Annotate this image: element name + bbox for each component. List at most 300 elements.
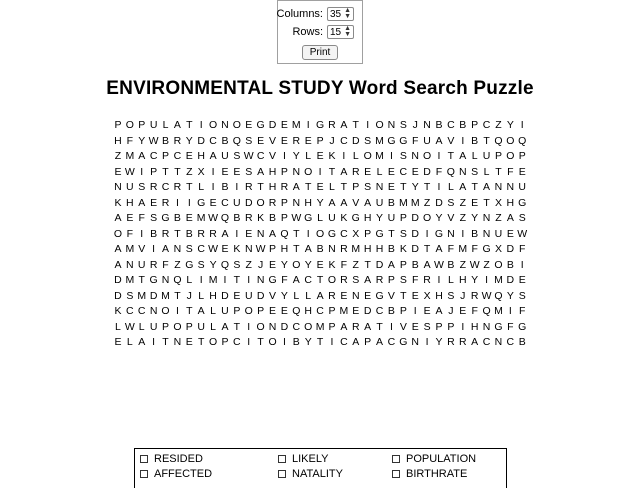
grid-letter: C <box>197 243 205 255</box>
grid-letter: E <box>185 212 193 224</box>
grid-letter: C <box>209 134 217 147</box>
stepper-arrows-icon[interactable]: ▲ ▼ <box>344 7 351 20</box>
grid-letter: E <box>411 289 419 302</box>
grid-letter: G <box>327 227 337 240</box>
grid-letter: C <box>173 150 182 162</box>
grid-letter: O <box>304 320 313 333</box>
checkbox-icon[interactable] <box>140 455 148 463</box>
grid-letter: I <box>437 274 441 286</box>
grid-letter: E <box>411 320 419 333</box>
grid-letter: O <box>125 119 134 131</box>
grid-letter: Y <box>411 181 419 193</box>
grid-letter: N <box>482 227 491 240</box>
grid-letter: T <box>316 336 324 348</box>
grid-letter: I <box>342 150 346 162</box>
grid-letter: S <box>399 119 407 131</box>
grid-letter: Z <box>459 196 466 209</box>
word-label: RESIDED <box>154 453 203 465</box>
grid-letter: L <box>447 181 454 193</box>
grid-letter: K <box>399 243 407 255</box>
grid-letter: R <box>280 181 289 193</box>
grid-letter: Y <box>376 212 384 224</box>
grid-letter: M <box>398 196 408 209</box>
grid-letter: D <box>435 196 443 209</box>
word-label: LIKELY <box>292 453 329 465</box>
print-button[interactable]: Print <box>302 45 338 60</box>
grid-letter: R <box>161 196 170 209</box>
grid-letter: G <box>256 119 265 131</box>
grid-letter: M <box>125 150 135 162</box>
rows-stepper[interactable] <box>327 25 354 39</box>
grid-letter: Q <box>482 305 491 317</box>
grid-letter: C <box>256 150 265 162</box>
grid-letter: N <box>256 227 265 240</box>
grid-letter: E <box>280 119 288 131</box>
grid-letter: I <box>318 165 322 178</box>
grid-letter: P <box>162 150 170 162</box>
grid-letter: O <box>494 258 503 271</box>
grid-letter: T <box>376 320 383 333</box>
grid-letter: O <box>304 165 313 178</box>
grid-letter: Z <box>352 258 359 271</box>
grid-letter: S <box>447 196 455 209</box>
grid-letter: A <box>292 274 300 286</box>
grid-row <box>112 180 528 196</box>
grid-letter: M <box>196 212 206 224</box>
grid-letter: P <box>221 336 229 348</box>
word-label: NATALITY <box>292 468 343 480</box>
grid-letter: I <box>152 243 156 255</box>
word-label: BIRTHRATE <box>406 468 468 480</box>
grid-letter: Y <box>209 258 217 271</box>
grid-letter: G <box>434 227 444 240</box>
grid-letter: L <box>471 150 478 162</box>
grid-letter: Z <box>186 165 193 178</box>
grid-letter: M <box>494 305 503 317</box>
grid-letter: N <box>256 274 265 286</box>
grid-letter: O <box>327 274 337 286</box>
grid-letter: P <box>518 150 526 162</box>
word-list-item[interactable] <box>140 468 212 480</box>
grid-letter: Y <box>506 119 514 131</box>
grid-letter: Q <box>292 305 301 317</box>
grid-letter: R <box>447 336 455 348</box>
grid-letter: I <box>461 134 465 147</box>
grid-letter: B <box>221 181 229 193</box>
grid-row <box>112 118 528 134</box>
grid-letter: C <box>126 305 134 317</box>
grid-letter: Y <box>185 134 193 147</box>
grid-letter: D <box>506 274 515 286</box>
grid-letter: B <box>316 243 324 255</box>
grid-letter: L <box>210 320 216 333</box>
grid-letter: D <box>114 289 122 302</box>
grid-letter: N <box>173 336 182 348</box>
grid-letter: I <box>211 181 215 193</box>
grid-letter: C <box>340 227 348 240</box>
grid-letter: I <box>389 320 393 333</box>
grid-letter: T <box>400 181 407 193</box>
columns-label: Columns: <box>276 8 323 20</box>
grid-letter: Q <box>518 134 527 147</box>
grid-letter: P <box>447 320 455 333</box>
grid-letter: G <box>518 320 527 333</box>
grid-letter: R <box>149 181 158 193</box>
grid-letter: A <box>257 165 265 178</box>
grid-letter: H <box>209 289 217 302</box>
grid-letter: A <box>221 227 229 240</box>
rows-label: Rows: <box>292 26 323 38</box>
grid-letter: S <box>364 181 372 193</box>
grid-letter: C <box>233 336 241 348</box>
grid-letter: E <box>316 150 324 162</box>
grid-letter: X <box>494 243 502 255</box>
grid-row <box>112 211 528 227</box>
grid-letter: B <box>162 134 170 147</box>
grid-letter: L <box>126 336 133 348</box>
grid-letter: L <box>352 150 359 162</box>
grid-letter: I <box>437 150 441 162</box>
grid-letter: S <box>138 181 146 193</box>
word-list-item[interactable] <box>278 468 343 480</box>
grid-letter: D <box>256 289 265 302</box>
columns-stepper[interactable] <box>327 7 354 21</box>
grid-letter: P <box>435 320 443 333</box>
grid-letter: T <box>138 274 145 286</box>
grid-letter: I <box>437 181 441 193</box>
grid-letter: U <box>387 212 396 224</box>
grid-letter: W <box>243 150 254 162</box>
grid-letter: A <box>292 181 300 193</box>
grid-letter: H <box>268 181 277 193</box>
grid-letter: T <box>352 119 359 131</box>
grid-letter: E <box>364 289 372 302</box>
grid-letter: C <box>506 336 515 348</box>
grid-letter: T <box>174 165 181 178</box>
grid-letter: D <box>221 289 229 302</box>
grid-letter: D <box>423 165 431 178</box>
grid-letter: M <box>125 274 135 286</box>
page-title: ENVIRONMENTAL STUDY Word Search Puzzle <box>106 78 534 99</box>
checkbox-icon[interactable] <box>140 470 148 478</box>
grid-letter: O <box>232 119 241 131</box>
grid-letter: H <box>304 305 312 317</box>
grid-letter: B <box>518 336 526 348</box>
grid-letter: G <box>161 212 170 224</box>
grid-letter: I <box>306 119 310 131</box>
grid-letter: Z <box>483 258 490 271</box>
grid-letter: N <box>292 165 301 178</box>
grid-letter: N <box>506 181 515 193</box>
grid-letter: N <box>387 119 396 131</box>
grid-letter: Q <box>220 212 230 224</box>
grid-letter: I <box>247 320 251 333</box>
grid-letter: T <box>174 227 181 240</box>
grid-letter: L <box>210 305 216 317</box>
grid-letter: P <box>352 181 360 193</box>
grid-letter: M <box>137 289 147 302</box>
grid-letter: A <box>340 196 348 209</box>
grid-letter: T <box>447 150 455 162</box>
grid-letter: T <box>423 243 431 255</box>
grid-letter: P <box>162 320 170 333</box>
grid-letter: N <box>494 336 503 348</box>
letter-grid <box>112 118 528 350</box>
grid-letter: T <box>162 165 169 178</box>
grid-letter: A <box>209 150 217 162</box>
grid-letter: T <box>293 227 300 240</box>
checkbox-icon[interactable] <box>392 470 400 478</box>
grid-letter: Y <box>280 258 288 271</box>
grid-row <box>112 149 528 165</box>
grid-letter: L <box>317 212 323 224</box>
grid-letter: E <box>518 274 526 286</box>
grid-letter: G <box>387 134 396 147</box>
grid-letter: L <box>376 165 383 178</box>
grid-letter: U <box>137 258 146 271</box>
grid-letter: S <box>185 243 193 255</box>
grid-letter: A <box>138 150 146 162</box>
grid-letter: Z <box>114 150 122 162</box>
grid-letter: S <box>364 134 372 147</box>
grid-letter: R <box>470 289 479 302</box>
grid-letter: G <box>399 336 408 348</box>
checkbox-icon[interactable] <box>278 455 286 463</box>
grid-letter: I <box>425 227 429 240</box>
grid-letter: N <box>161 274 170 286</box>
grid-letter: A <box>352 336 360 348</box>
grid-letter: G <box>351 212 360 224</box>
grid-letter: C <box>137 305 146 317</box>
grid-letter: Y <box>316 196 324 209</box>
grid-letter: B <box>447 258 455 271</box>
grid-letter: R <box>149 258 158 271</box>
grid-letter: C <box>399 165 408 178</box>
word-list-item[interactable] <box>392 453 476 465</box>
grid-letter: C <box>161 181 170 193</box>
grid-letter: B <box>506 258 514 271</box>
grid-letter: D <box>114 274 122 286</box>
grid-letter: J <box>329 134 335 147</box>
grid-letter: C <box>482 119 491 131</box>
grid-letter: N <box>292 196 301 209</box>
grid-letter: S <box>150 212 158 224</box>
word-list-item[interactable] <box>278 453 329 465</box>
grid-letter: L <box>329 181 335 193</box>
grid-letter: W <box>124 320 135 333</box>
grid-letter: N <box>411 150 419 162</box>
grid-letter: I <box>247 336 251 348</box>
grid-letter: F <box>412 134 419 147</box>
grid-letter: Q <box>232 134 241 147</box>
grid-letter: N <box>126 258 134 271</box>
grid-letter: V <box>138 243 146 255</box>
checkbox-icon[interactable] <box>278 470 286 478</box>
grid-letter: S <box>423 320 431 333</box>
grid-letter: Z <box>495 119 502 131</box>
grid-letter: E <box>304 134 312 147</box>
grid-letter: B <box>173 212 181 224</box>
grid-letter: C <box>316 305 324 317</box>
grid-letter: J <box>460 289 466 302</box>
grid-letter: Y <box>304 258 312 271</box>
grid-letter: H <box>197 150 205 162</box>
grid-letter: Y <box>280 289 288 302</box>
grid-letter: D <box>411 212 419 224</box>
grid-letter: W <box>148 134 159 147</box>
grid-letter: E <box>423 305 431 317</box>
grid-letter: H <box>363 212 372 224</box>
rows-setting <box>292 25 354 39</box>
grid-letter: O <box>292 258 301 271</box>
grid-letter: P <box>494 150 502 162</box>
grid-letter: W <box>469 258 480 271</box>
grid-letter: E <box>352 305 360 317</box>
grid-letter: I <box>413 305 417 317</box>
grid-letter: H <box>470 320 479 333</box>
grid-letter: F <box>471 305 478 317</box>
stepper-arrows-icon[interactable]: ▲ ▼ <box>344 25 351 38</box>
grid-letter: M <box>410 196 420 209</box>
grid-letter: B <box>150 227 158 240</box>
grid-letter: M <box>161 289 170 302</box>
grid-letter: C <box>340 336 348 348</box>
checkbox-icon[interactable] <box>392 455 400 463</box>
grid-letter: I <box>187 196 191 209</box>
grid-letter: Q <box>220 258 230 271</box>
grid-letter: E <box>316 181 324 193</box>
grid-letter: I <box>425 336 429 348</box>
grid-letter: N <box>494 181 503 193</box>
grid-letter: B <box>411 258 419 271</box>
grid-letter: S <box>245 134 253 147</box>
grid-letter: B <box>471 134 479 147</box>
grid-letter: B <box>269 212 277 224</box>
grid-row <box>112 320 528 336</box>
grid-letter: H <box>126 196 134 209</box>
grid-letter: D <box>375 258 384 271</box>
grid-row <box>112 289 528 305</box>
grid-letter: U <box>482 150 491 162</box>
grid-letter: I <box>152 336 156 348</box>
grid-letter: A <box>316 289 324 302</box>
word-label: POPULATION <box>406 453 477 465</box>
grid-letter: A <box>376 336 384 348</box>
grid-letter: R <box>244 181 253 193</box>
grid-letter: T <box>304 181 312 193</box>
word-list-box <box>134 448 507 488</box>
grid-letter: D <box>506 243 515 255</box>
grid-letter: B <box>221 134 229 147</box>
grid-letter: T <box>423 181 431 193</box>
grid-letter: E <box>506 227 514 240</box>
grid-letter: K <box>233 243 241 255</box>
grid-letter: N <box>149 305 158 317</box>
grid-letter: O <box>423 212 432 224</box>
grid-letter: A <box>364 196 372 209</box>
grid-letter: E <box>150 196 158 209</box>
grid-letter: B <box>185 227 193 240</box>
grid-letter: B <box>233 212 241 224</box>
grid-letter: V <box>352 196 360 209</box>
grid-letter: O <box>268 336 277 348</box>
grid-letter: I <box>282 150 286 162</box>
grid-letter: U <box>197 320 205 333</box>
grid-letter: B <box>387 196 395 209</box>
grid-letter: A <box>364 274 372 286</box>
grid-letter: P <box>269 243 277 255</box>
grid-letter: E <box>387 181 395 193</box>
grid-letter: I <box>282 336 286 348</box>
grid-letter: I <box>223 274 227 286</box>
grid-letter: T <box>174 289 181 302</box>
grid-letter: A <box>328 196 336 209</box>
grid-letter: L <box>115 320 121 333</box>
grid-letter: G <box>494 320 503 333</box>
grid-letter: R <box>375 274 384 286</box>
grid-letter: N <box>411 336 419 348</box>
grid-letter: V <box>269 134 277 147</box>
grid-letter: C <box>447 119 455 131</box>
grid-letter: E <box>411 165 419 178</box>
grid-letter: A <box>162 243 170 255</box>
grid-letter: F <box>126 227 134 240</box>
grid-letter: M <box>315 320 325 333</box>
grid-letter: E <box>185 150 193 162</box>
grid-letter: N <box>173 243 182 255</box>
grid-letter: U <box>221 150 229 162</box>
grid-letter: D <box>363 305 372 317</box>
grid-letter: A <box>340 165 348 178</box>
grid-letter: N <box>447 227 455 240</box>
grid-letter: E <box>245 119 253 131</box>
grid-letter: U <box>328 212 336 224</box>
grid-letter: F <box>162 258 169 271</box>
grid-letter: H <box>304 196 312 209</box>
grid-letter: H <box>114 134 122 147</box>
grid-letter: N <box>423 119 431 131</box>
grid-letter: W <box>517 227 528 240</box>
grid-letter: W <box>291 212 302 224</box>
grid-letter: G <box>304 212 313 224</box>
grid-letter: S <box>399 227 407 240</box>
grid-letter: S <box>197 258 205 271</box>
grid-letter: M <box>375 150 384 162</box>
word-list-item[interactable] <box>140 453 203 465</box>
grid-letter: R <box>197 227 205 240</box>
grid-letter: P <box>138 119 146 131</box>
grid-letter: T <box>328 165 336 178</box>
grid-letter: L <box>198 181 205 193</box>
grid-letter: P <box>233 305 241 317</box>
grid-letter: S <box>518 289 526 302</box>
grid-letter: R <box>173 134 182 147</box>
grid-letter: F <box>126 134 134 147</box>
grid-row <box>112 304 528 320</box>
grid-letter: T <box>483 196 490 209</box>
grid-letter: Q <box>494 289 503 302</box>
grid-letter: A <box>483 181 491 193</box>
grid-letter: A <box>197 305 205 317</box>
grid-letter: A <box>340 119 348 131</box>
grid-letter: M <box>458 243 468 255</box>
grid-letter: A <box>364 320 372 333</box>
word-list-item[interactable] <box>392 468 467 480</box>
grid-letter: G <box>482 243 491 255</box>
grid-letter: P <box>280 165 288 178</box>
grid-letter: A <box>435 305 443 317</box>
grid-letter: W <box>434 258 444 271</box>
